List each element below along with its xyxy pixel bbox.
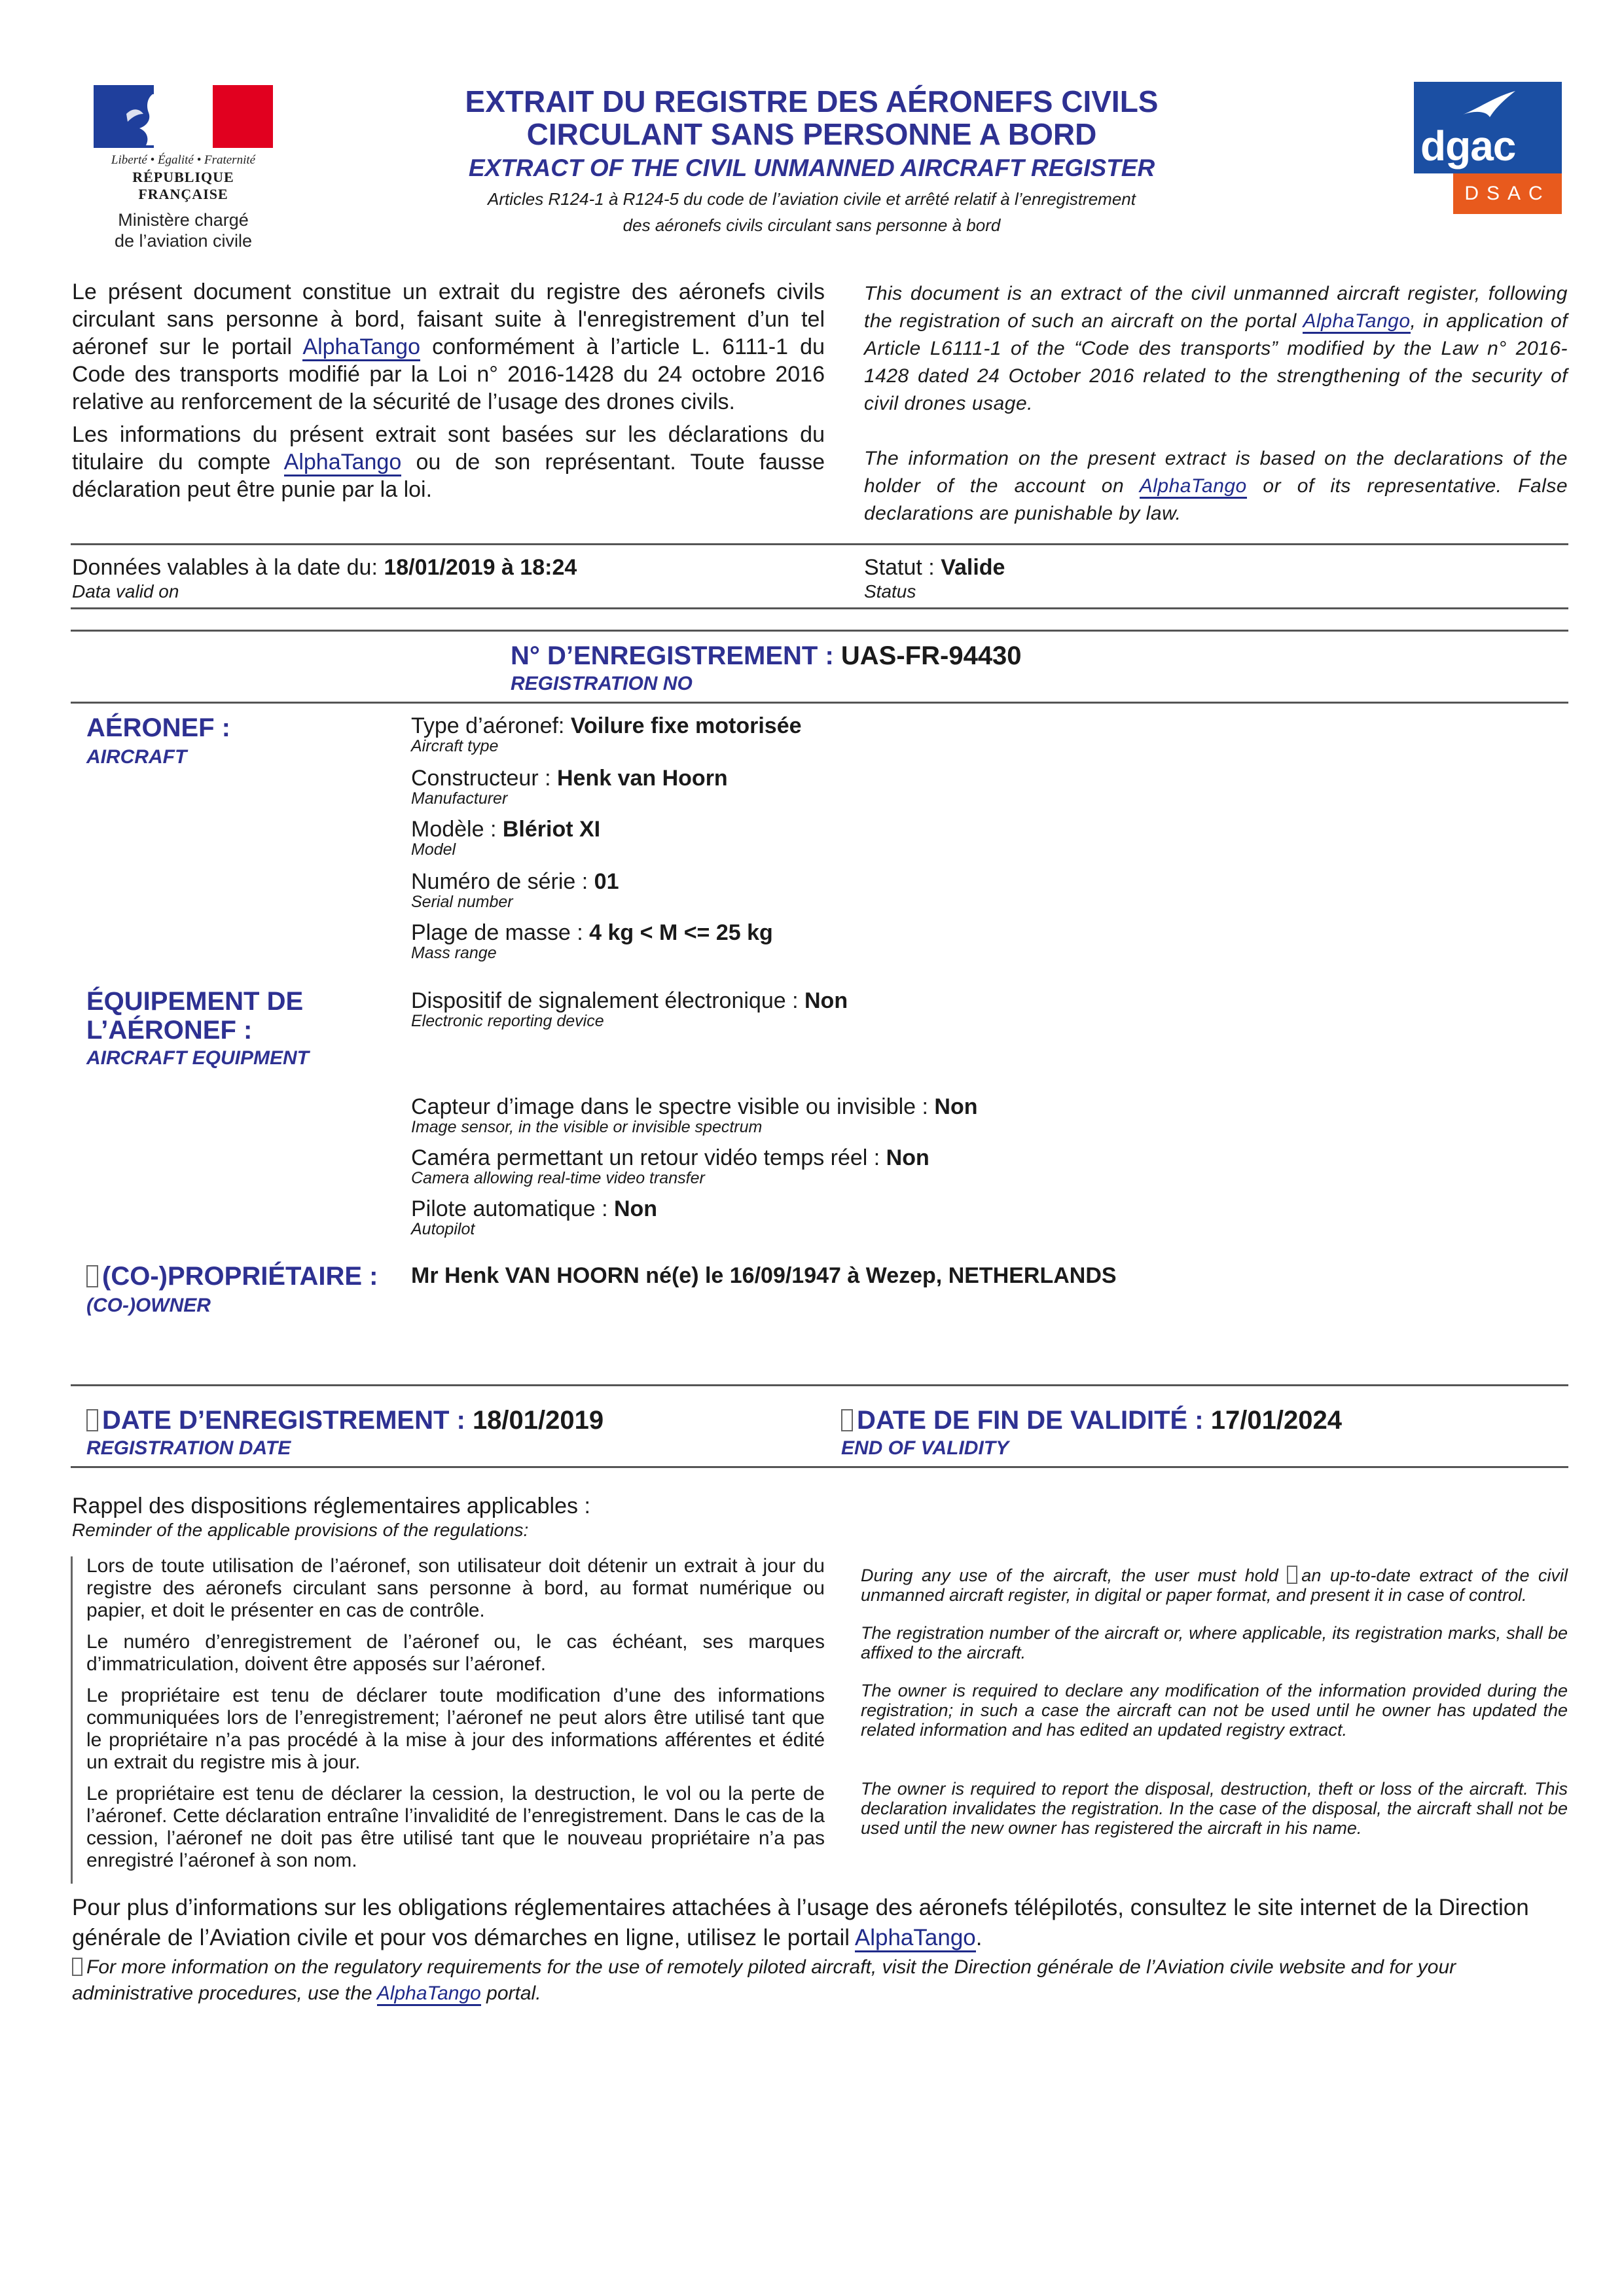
intro-fr-paragraph-1	[72, 278, 825, 416]
document-title-block	[367, 85, 1257, 236]
aircraft-field	[411, 869, 619, 910]
reminder-en-item-1	[861, 1566, 1568, 1605]
divider	[71, 1384, 1568, 1386]
intro-en-p1-text: This document is an extract of the civil unmanned aircraft register, following the registration of such an aircraft on the portal	[864, 283, 1568, 332]
footer-fr	[72, 1893, 1571, 1953]
alphatango-link[interactable]: AlphaTango	[1140, 475, 1247, 499]
reminder-en-item-3: The owner is required to declare any modification of the information provided during the registration; in such a case the aircraft can not be used until he owner has updated the related information and has edited an updated registry extract.	[861, 1681, 1568, 1740]
alphatango-link[interactable]: AlphaTango	[1303, 310, 1410, 334]
footer-en-text-end: portal.	[480, 1982, 541, 2004]
image-sensor-label: Capteur d’image dans le spectre visible ou invisible :	[411, 1094, 935, 1119]
alphatango-link[interactable]: AlphaTango	[302, 334, 420, 361]
equipment-field	[411, 988, 848, 1029]
validity-date-label: Données valables à la date du:	[72, 555, 384, 580]
serial-number-value: 01	[594, 869, 619, 894]
equipment-section-title-en: AIRCRAFT EQUIPMENT	[86, 1047, 309, 1069]
image-sensor-value: Non	[934, 1094, 978, 1119]
marianne-icon	[113, 88, 154, 148]
equipment-field	[411, 1196, 657, 1237]
reminder-fr-item-1: Lors de toute utilisation de l’aéronef, son utilisateur doit détenir un extrait à jour du registre des aéronefs circulant sans personne à bord, au format numérique ou papier, et doit le présenter en cas de contrôle.	[86, 1555, 825, 1621]
alphatango-link[interactable]: AlphaTango	[284, 450, 402, 476]
autopilot-label: Pilote automatique :	[411, 1196, 614, 1221]
manufacturer-label: Constructeur :	[411, 766, 557, 791]
placeholder-glyph-icon	[1287, 1566, 1297, 1584]
reminder-fr-item-2: Le numéro d’enregistrement de l’aéronef ou, le cas échéant, ses marques d’immatriculation, doivent être apposés sur l’aéronef.	[86, 1631, 825, 1675]
divider	[71, 607, 1568, 609]
equipment-title-line-1: ÉQUIPEMENT DE	[86, 987, 304, 1016]
title-fr-line-1: EXTRAIT DU REGISTRE DES AÉRONEFS CIVILS	[465, 84, 1159, 118]
intro-fr-paragraph-2	[72, 421, 825, 503]
intro-en-p2-text: The information on the present extract is based on the declarations of the holder of the account on	[864, 448, 1568, 497]
intro-en-paragraph-1	[864, 280, 1568, 418]
status-label: Statut :	[864, 555, 941, 580]
reminder-en-item-2: The registration number of the aircraft or, where applicable, its registration marks, shall be affixed to the aircraft.	[861, 1623, 1568, 1662]
equipment-title-line-2: L’AÉRONEF :	[86, 1016, 253, 1045]
registration-number-label: N° D’ENREGISTREMENT :	[511, 641, 841, 670]
end-of-validity	[841, 1406, 1342, 1435]
registration-date	[86, 1406, 604, 1435]
owner-value: Mr Henk VAN HOORN né(e) le 16/09/1947 à Wezep, NETHERLANDS	[411, 1263, 1117, 1288]
status-label-en: Status	[864, 581, 916, 601]
dgac-logo-text: dgac	[1420, 122, 1516, 170]
model-value: Blériot XI	[502, 817, 601, 842]
manufacturer-label-en: Manufacturer	[411, 789, 508, 808]
end-of-validity-label-en: END OF VALIDITY	[841, 1437, 1009, 1459]
divider	[71, 1466, 1568, 1468]
aircraft-field	[411, 817, 600, 857]
republique-francaise-logo	[92, 85, 275, 251]
reminder-fr	[86, 1555, 825, 1872]
camera-label: Caméra permettant un retour vidéo temps réel :	[411, 1145, 886, 1170]
registration-date-label: DATE D’ENREGISTREMENT :	[102, 1406, 473, 1435]
reminder-fr-item-4: Le propriétaire est tenu de déclarer la cession, la destruction, le vol ou la perte de l’aéronef. Cette déclaration entraîne l’invalidité de l’enregistrement. Dans le cas de la cession, l’aéronef ne doit pas être utilisé tant que le nouveau propriétaire n’a pas enregistré l’aéronef à son nom.	[86, 1783, 825, 1871]
footer-en	[72, 1954, 1571, 2007]
intro-fr-p1-text-end: conformément à l’article L. 6111-1 du Code des transports modifié par la Loi n° 2016-1428 du 24 octobre 2016 relative au renforcement de la sécurité de l’usage des drones civils.	[72, 334, 825, 414]
end-of-validity-label: DATE DE FIN DE VALIDITÉ :	[857, 1406, 1211, 1435]
ministry-line-1: Ministère chargé	[118, 210, 249, 230]
title-en: EXTRACT OF THE CIVIL UNMANNED AIRCRAFT REGISTER	[468, 154, 1155, 181]
end-of-validity-value: 17/01/2024	[1210, 1406, 1342, 1435]
divider	[71, 543, 1568, 545]
serial-number-label: Numéro de série :	[411, 869, 594, 894]
intro-fr	[72, 278, 825, 503]
divider	[71, 630, 1568, 632]
owner-section-title-en: (CO-)OWNER	[86, 1295, 211, 1316]
registration-number-label-en: REGISTRATION NO	[511, 673, 693, 694]
dgac-bird-icon	[1460, 88, 1519, 121]
intro-en-p1-text-end: , in application of Article L6111-1 of the “Code des transports” modified by the Law n° 2016-1428 dated 24 October 2016 related to the strengthening of the security of civil drones usage.	[864, 310, 1568, 414]
reminder-en	[861, 1566, 1568, 1838]
camera-value: Non	[886, 1145, 929, 1170]
reminder-left-bar	[71, 1556, 73, 1884]
intro-fr-p2-text: Les informations du présent extrait sont basées sur les déclarations du titulaire du compte	[72, 422, 825, 475]
validity-date-value: 18/01/2019 à 18:24	[384, 555, 577, 580]
aircraft-field	[411, 713, 802, 754]
footer-en-text: For more information on the regulatory requirements for the use of remotely piloted aircraft, visit the Direction générale de l’Aviation civile website and for your administrative procedures, use the	[72, 1956, 1456, 2004]
intro-en	[864, 280, 1568, 528]
manufacturer-value: Henk van Hoorn	[556, 766, 728, 791]
electronic-reporting-label: Dispositif de signalement électronique :	[411, 988, 804, 1013]
aircraft-type-label-en: Aircraft type	[411, 737, 499, 755]
articles-line-2: des aéronefs civils circulant sans personne à bord	[623, 215, 1001, 235]
status-value: Valide	[941, 555, 1005, 580]
ministry-name	[92, 209, 275, 251]
aircraft-section-title: AÉRONEF :	[86, 713, 230, 742]
placeholder-glyph-icon	[86, 1409, 98, 1431]
intro-fr-p2-text-end: ou de son représentant. Toute fausse déclaration peut être punie par la loi.	[72, 450, 825, 502]
reminder-en-item-4: The owner is required to report the disposal, destruction, theft or loss of the aircraft. This declaration invalidates the registration. In the case of the disposal, the aircraft shall not be used until the new owner has registered the aircraft in his name.	[861, 1779, 1568, 1838]
aircraft-type-label: Type d’aéronef:	[411, 713, 571, 738]
placeholder-glyph-icon	[86, 1265, 98, 1287]
mass-range-value: 4 kg < M <= 25 kg	[589, 920, 773, 945]
divider	[71, 702, 1568, 704]
intro-fr-p1-text: Le présent document constitue un extrait du registre des aéronefs civils circulant sans personne à bord, faisant suite à l'enregistrement d’un tel aéronef sur le portail	[72, 279, 825, 359]
aircraft-type-value: Voilure fixe motorisée	[570, 713, 802, 738]
reminder-fr-item-3: Le propriétaire est tenu de déclarer toute modification d’une des informations communiquées lors de l’enregistrement; l’aéronef ne peut alors être utilisé tant que le propriétaire n’a pas procédé à la mise à jour des informations afférentes et édité un extrait du registre mis à jour.	[86, 1685, 825, 1773]
reminder-en-item-1-text: During any use of the aircraft, the user must hold	[861, 1566, 1288, 1585]
validity-date-label-en: Data valid on	[72, 581, 179, 601]
footer-fr-text: Pour plus d’informations sur les obligations réglementaires attachées à l’usage des aéronefs télépilotés, consultez le site internet de la Direction générale de l’Aviation civile et pour vos démarches en ligne, utilisez le portail	[72, 1895, 1529, 1950]
electronic-reporting-label-en: Electronic reporting device	[411, 1012, 604, 1030]
model-label: Modèle :	[411, 817, 503, 842]
dgac-dsac-logo	[1414, 82, 1562, 214]
aircraft-section-title-en: AIRCRAFT	[86, 746, 187, 768]
aircraft-field	[411, 920, 773, 961]
dsac-logo-text: DSAC	[1453, 173, 1562, 214]
intro-en-paragraph-2	[864, 445, 1568, 528]
equipment-field	[411, 1094, 978, 1135]
electronic-reporting-value: Non	[804, 988, 848, 1013]
reminder-title: Rappel des dispositions réglementaires applicables :	[72, 1494, 590, 1518]
alphatango-link[interactable]: AlphaTango	[855, 1925, 976, 1952]
image-sensor-label-en: Image sensor, in the visible or invisible spectrum	[411, 1118, 763, 1136]
autopilot-label-en: Autopilot	[411, 1220, 475, 1238]
republic-motto: Liberté • Égalité • Fraternité	[111, 153, 256, 167]
mass-range-label-en: Mass range	[411, 944, 497, 962]
camera-label-en: Camera allowing real-time video transfer	[411, 1169, 705, 1187]
french-flag-marianne-icon	[94, 85, 273, 148]
validity-date	[72, 555, 577, 581]
alphatango-link[interactable]: AlphaTango	[377, 1982, 481, 2006]
placeholder-glyph-icon	[72, 1958, 82, 1976]
title-fr-line-2: CIRCULANT SANS PERSONNE A BORD	[526, 117, 1097, 151]
serial-number-label-en: Serial number	[411, 893, 513, 911]
republic-name: RÉPUBLIQUE FRANÇAISE	[132, 169, 234, 202]
registration-number	[511, 641, 1022, 670]
ministry-line-2: de l’aviation civile	[114, 231, 253, 251]
mass-range-label: Plage de masse :	[411, 920, 590, 945]
registration-number-value: UAS-FR-94430	[840, 641, 1022, 670]
equipment-field	[411, 1145, 929, 1186]
model-label-en: Model	[411, 840, 456, 859]
registration-date-value: 18/01/2019	[472, 1406, 604, 1435]
articles-line-1: Articles R124-1 à R124-5 du code de l’aviation civile et arrêté relatif à l’enregistrement	[488, 189, 1136, 209]
status	[864, 555, 1005, 581]
aircraft-field	[411, 766, 728, 806]
owner-section-title	[86, 1262, 378, 1291]
equipment-section-title	[86, 987, 303, 1045]
placeholder-glyph-icon	[841, 1409, 853, 1431]
footer-fr-text-end: .	[975, 1925, 983, 1950]
intro-en-p2-text-end: or of its representative. False declarations are punishable by law.	[864, 475, 1568, 524]
reminder-title-en: Reminder of the applicable provisions of the regulations:	[72, 1520, 529, 1540]
registration-date-label-en: REGISTRATION DATE	[86, 1437, 291, 1459]
owner-title-text: (CO-)PROPRIÉTAIRE :	[102, 1262, 378, 1291]
reminder-en-item-1-text-end: an up-to-date extract of the civil unmanned aircraft register, in digital or paper format, and present it in case of control.	[861, 1566, 1568, 1605]
autopilot-value: Non	[613, 1196, 658, 1221]
